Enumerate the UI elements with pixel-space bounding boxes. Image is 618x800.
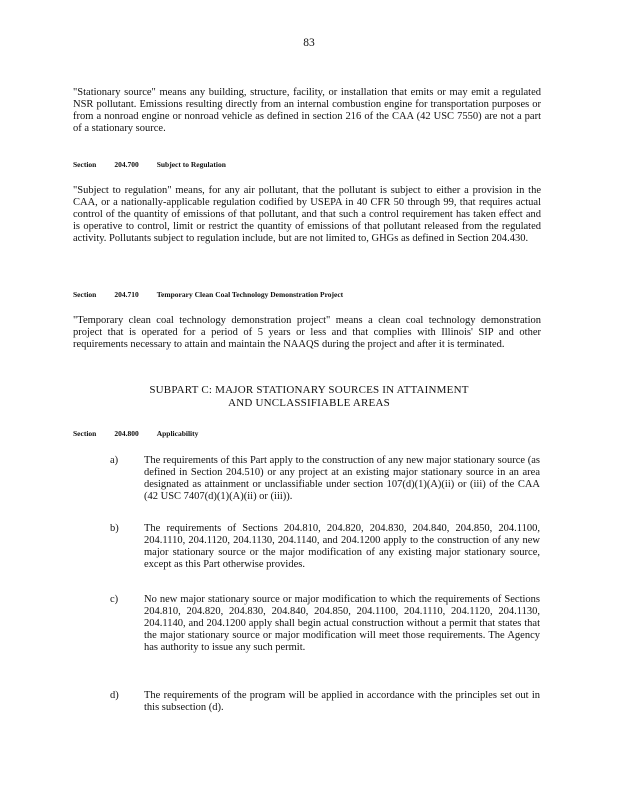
item-text: No new major stationary source or major modification to which the requirements of Sections 204.810, 204.820, 204.830, 204.840, 204.850, 204.1100, 204.1110, 204.1120, 204.1130, 204.1140, and 204.1200 apply shall begin actual construction without a permit that states that the major stationary source or major modification will meet those requirements. The Agency has authority to issue any such permit. <box>144 594 540 653</box>
item-label: d) <box>110 690 119 701</box>
definition-stationary-source: "Stationary source" means any building, structure, facility, or installation that emits or may emit a regulated NSR pollutant. Emissions resulting directly from an internal combustion engine for transportation purposes or from a nonroad engine or nonroad vehicle as defined in section 216 of the CAA (42 USC 7550) are not a part of a stationary source. <box>73 87 541 134</box>
item-text: The requirements of the program will be applied in accordance with the principles set out in this subsection (d). <box>144 690 540 713</box>
subpart-heading <box>0 384 618 410</box>
subpart-line-2: AND UNCLASSIFIABLE AREAS <box>228 397 390 409</box>
section-title: Subject to Regulation <box>156 160 226 169</box>
item-text: The requirements of Sections 204.810, 204.820, 204.830, 204.840, 204.850, 204.1100, 204.1110, 204.1120, 204.1130, 204.1140, and 204.1200 apply to the construction of any new major stationary source or the major modification of any existing major stationary source, except as this Part otherwise provides. <box>144 523 540 570</box>
item-label: c) <box>110 594 119 605</box>
section-label: Section <box>73 429 97 438</box>
section-number: 204.800 <box>114 429 139 438</box>
subpart-line-1: SUBPART C: MAJOR STATIONARY SOURCES IN ATTAINMENT <box>149 384 469 396</box>
item-label: b) <box>110 523 119 534</box>
section-title: Temporary Clean Coal Technology Demonstration Project <box>156 290 344 299</box>
section-heading-204-800 <box>73 429 198 438</box>
section-number: 204.700 <box>114 160 139 169</box>
section-heading-204-710 <box>73 290 343 299</box>
section-label: Section <box>73 290 97 299</box>
definition-temporary-clean-coal: "Temporary clean coal technology demonstration project" means a clean coal technology demonstration project that is operated for a period of 5 years or less and that complies with Illinois' SIP and other requirements necessary to attain and maintain the NAAQS during the project and after it is terminated. <box>73 315 541 350</box>
section-label: Section <box>73 160 97 169</box>
definition-subject-to-regulation: "Subject to regulation" means, for any air pollutant, that the pollutant is subject to either a provision in the CAA, or a nationally-applicable regulation codified by USEPA in 40 CFR 50 through 99, that requires actual control of the quantity of emissions of that pollutant, and that such a control requirement has taken effect and is operative to control, limit or restrict the quantity of emissions of that pollutant released from the regulated activity. Pollutants subject to regulation include, but are not limited to, GHGs as defined in Section 204.430. <box>73 185 541 244</box>
item-text: The requirements of this Part apply to the construction of any new major stationary source (as defined in Section 204.510) or any project at an existing major stationary source in an area designated as attainment or unclassifiable under section 107(d)(1)(A)(ii) or (iii) of the CAA (42 USC 7407(d)(1)(A)(ii) or (iii)). <box>144 455 540 502</box>
page-number: 83 <box>303 37 315 49</box>
section-heading-204-700 <box>73 160 226 169</box>
section-title: Applicability <box>156 429 199 438</box>
item-label: a) <box>110 455 119 466</box>
section-number: 204.710 <box>114 290 139 299</box>
